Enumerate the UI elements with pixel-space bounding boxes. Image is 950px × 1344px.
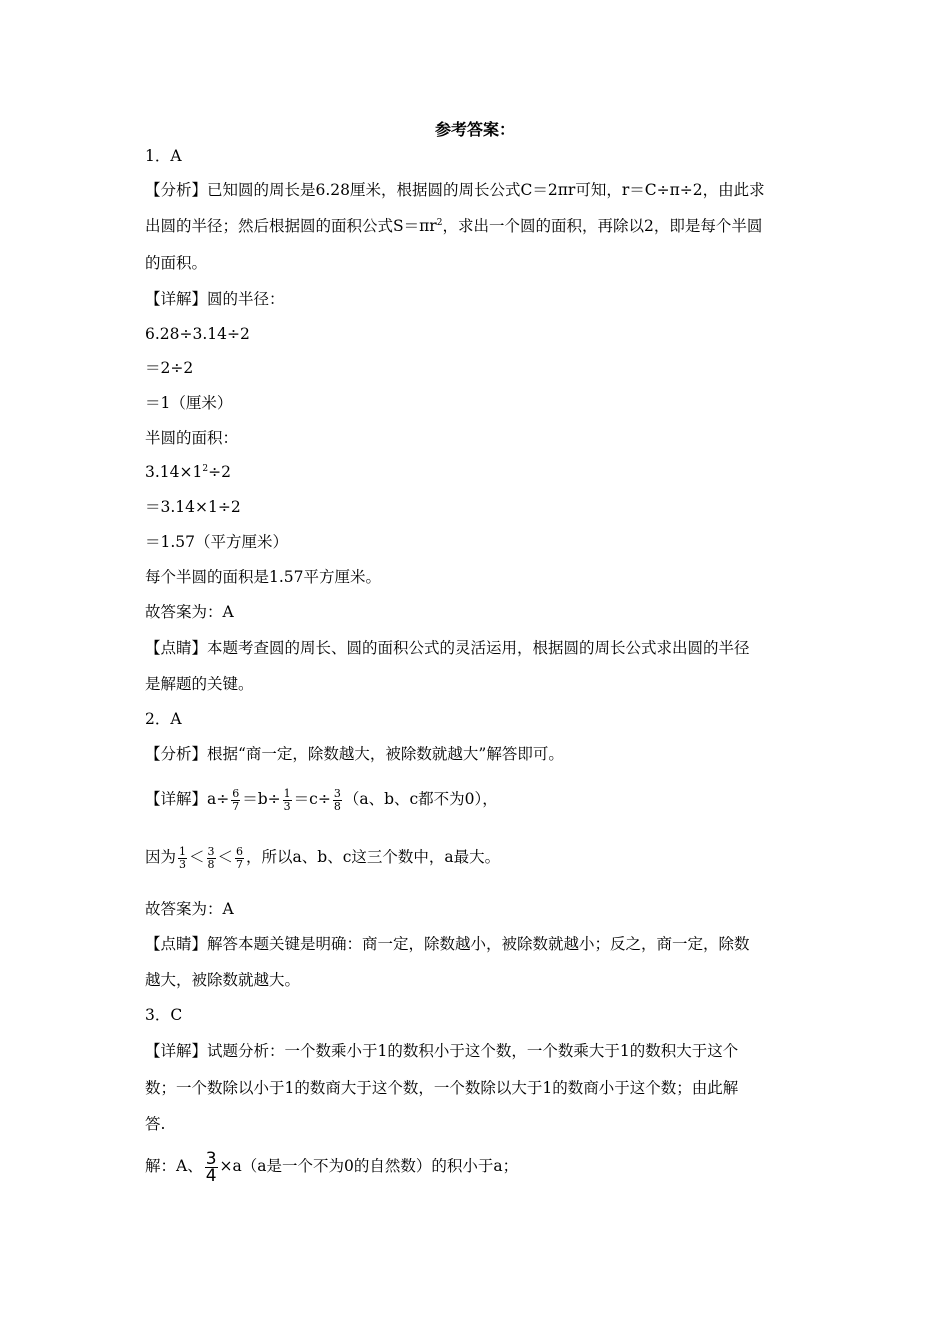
q2-detail-line xyxy=(145,778,498,820)
q1-calc-line: ＝1（厘米） xyxy=(145,394,233,412)
fraction-denominator: 7 xyxy=(236,857,244,871)
q2-because-line xyxy=(145,836,500,878)
q3-detail-line-2: 数；一个数除以小于1的数商大于这个数，一个数除以大于1的数商小于这个数；由此解 xyxy=(145,1079,739,1097)
q2-detail-text: 【详解】a÷ xyxy=(145,790,230,808)
q1-calc-line xyxy=(145,462,231,482)
q1-calc-line: ＝3.14×1÷2 xyxy=(145,498,241,516)
q1-calc-line: ＝1.57（平方厘米） xyxy=(145,533,289,551)
q1-analysis-text: ，求出一个圆的面积，再除以2，即是每个半圆 xyxy=(442,217,763,235)
q3-detail-line-3: 答. xyxy=(145,1115,166,1133)
q2-comment-line-1: 【点睛】解答本题关键是明确：商一定，除数越小，被除数就越小；反之，商一定，除数 xyxy=(145,935,750,953)
less-than-sign: ＜ xyxy=(217,848,234,866)
page-title: 参考答案： xyxy=(434,120,515,139)
q1-analysis-line-2 xyxy=(145,216,762,236)
q2-detail-text: （a、b、c都不为0）， xyxy=(343,790,498,808)
fraction xyxy=(235,846,244,871)
fraction-numerator: 6 xyxy=(236,844,244,858)
fraction-numerator: 1 xyxy=(179,844,187,858)
q2-conclusion-text: ，所以a、b、c这三个数中，a最大。 xyxy=(246,848,501,866)
q1-calc-text: 3.14×1 xyxy=(145,463,203,481)
fraction xyxy=(178,846,187,871)
q1-calc-text: ÷2 xyxy=(208,463,231,481)
fraction-numerator: 6 xyxy=(232,786,240,800)
fraction-numerator: 1 xyxy=(283,786,291,800)
fraction-denominator: 4 xyxy=(205,1165,217,1186)
fraction xyxy=(333,788,342,813)
q3-heading: 3．C xyxy=(145,1006,183,1024)
fraction xyxy=(207,846,216,871)
q3-detail-line-1: 【详解】试题分析：一个数乘小于1的数积小于这个数，一个数乘大于1的数积大于这个 xyxy=(145,1042,739,1060)
q1-calc-line: ＝2÷2 xyxy=(145,359,194,377)
q1-analysis-text: 出圆的半径；然后根据圆的面积公式S＝πr xyxy=(145,217,437,235)
fraction xyxy=(283,788,292,813)
fraction xyxy=(205,1148,218,1186)
q1-heading: 1．A xyxy=(145,147,182,165)
q2-comment-line-2: 越大，被除数就越大。 xyxy=(145,971,301,989)
q1-calc-line: 6.28÷3.14÷2 xyxy=(145,325,250,343)
q2-analysis: 【分析】根据“商一定，除数越大，被除数就越大”解答即可。 xyxy=(145,745,564,763)
q3-solution-text: 解：A、 xyxy=(145,1157,203,1175)
q1-result: 每个半圆的面积是1.57平方厘米。 xyxy=(145,568,382,586)
q1-analysis-line-3: 的面积。 xyxy=(145,254,208,272)
q1-calc-superscript: 2 xyxy=(202,463,209,474)
q1-comment-line-2: 是解题的关键。 xyxy=(145,675,254,693)
fraction-denominator: 3 xyxy=(283,799,291,813)
q1-answer: 故答案为：A xyxy=(145,603,234,621)
fraction-denominator: 8 xyxy=(207,857,215,871)
q1-comment-line-1: 【点睛】本题考查圆的周长、圆的面积公式的灵活运用，根据圆的周长公式求出圆的半径 xyxy=(145,639,750,657)
fraction-denominator: 3 xyxy=(179,857,187,871)
fraction-denominator: 7 xyxy=(232,799,240,813)
q1-analysis-line-1: 【分析】已知圆的周长是6.28厘米，根据圆的周长公式C＝2πr可知，r＝C÷π÷2，由此求 xyxy=(145,181,765,199)
q2-detail-text: ＝c÷ xyxy=(293,790,331,808)
q1-analysis-superscript: 2 xyxy=(436,217,443,228)
q2-heading: 2．A xyxy=(145,710,182,728)
fraction xyxy=(231,788,240,813)
fraction-numerator: 3 xyxy=(207,844,215,858)
q1-detail-heading: 【详解】圆的半径： xyxy=(145,290,285,308)
q1-area-heading: 半圆的面积： xyxy=(145,429,239,447)
fraction-numerator: 3 xyxy=(333,786,341,800)
less-than-sign: ＜ xyxy=(189,848,205,866)
q2-because-text: 因为 xyxy=(145,848,177,866)
q3-solution-line xyxy=(145,1146,518,1186)
q3-solution-text: ×a（a是一个不为0的自然数）的积小于a； xyxy=(219,1157,519,1175)
fraction-numerator: 3 xyxy=(205,1148,217,1169)
q2-detail-text: ＝b÷ xyxy=(242,790,281,808)
fraction-denominator: 8 xyxy=(333,799,341,813)
q2-answer: 故答案为：A xyxy=(145,900,234,918)
